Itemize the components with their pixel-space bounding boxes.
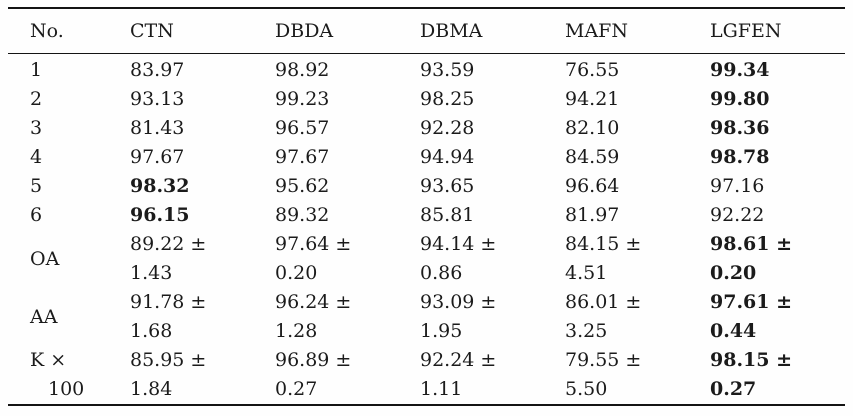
row-label: 2 xyxy=(30,88,43,110)
row-label: 5 xyxy=(30,175,43,197)
table-row xyxy=(8,201,845,230)
table-cell: 98.32 xyxy=(130,175,190,197)
table-cell: 93.65 xyxy=(420,175,475,197)
table-cell: 98.36 xyxy=(710,117,770,139)
row-label xyxy=(8,346,130,405)
table-cell: 97.67 xyxy=(275,146,330,168)
cell-mean: 98.15 ± xyxy=(710,349,793,371)
row-label: 6 xyxy=(30,204,43,226)
table-cell: 76.55 xyxy=(565,59,620,81)
table-cell: 81.97 xyxy=(565,204,620,226)
col-header-dbma: DBMA xyxy=(420,8,565,54)
cell-std: 1.84 xyxy=(130,378,173,400)
col-header-ctn: CTN xyxy=(130,8,275,54)
cell-mean: 89.22 ± xyxy=(130,233,207,255)
table-cell xyxy=(420,346,565,405)
cell-mean: 96.24 ± xyxy=(275,291,352,313)
col-header-dbda: DBDA xyxy=(275,8,420,54)
table-row-oa xyxy=(8,230,845,288)
col-header-lgfen: LGFEN xyxy=(710,8,845,54)
row-label-line1: K × xyxy=(30,349,67,371)
table-cell: 96.15 xyxy=(130,204,190,226)
table-cell: 92.28 xyxy=(420,117,475,139)
table-cell: 95.62 xyxy=(275,175,330,197)
table-cell: 92.22 xyxy=(710,204,765,226)
col-header-no: No. xyxy=(8,8,130,54)
header-row xyxy=(8,8,845,54)
cell-mean: 97.64 ± xyxy=(275,233,352,255)
cell-std: 4.51 xyxy=(565,262,608,284)
table-cell: 94.94 xyxy=(420,146,475,168)
table-cell: 99.23 xyxy=(275,88,330,110)
cell-mean: 96.89 ± xyxy=(275,349,352,371)
table-cell: 89.32 xyxy=(275,204,330,226)
cell-std: 1.68 xyxy=(130,320,173,342)
table-cell xyxy=(420,230,565,288)
cell-mean: 86.01 ± xyxy=(565,291,642,313)
table-row xyxy=(8,114,845,143)
table-cell: 96.57 xyxy=(275,117,330,139)
table-cell: 97.67 xyxy=(130,146,185,168)
cell-mean: 91.78 ± xyxy=(130,291,207,313)
table-cell xyxy=(420,288,565,346)
table-cell xyxy=(710,288,845,346)
cell-mean: 84.15 ± xyxy=(565,233,642,255)
table-row xyxy=(8,54,845,86)
row-label: OA xyxy=(30,247,60,270)
table-cell xyxy=(275,346,420,405)
table-cell: 97.16 xyxy=(710,175,765,197)
table-cell: 94.21 xyxy=(565,88,620,110)
table-row-aa xyxy=(8,288,845,346)
table-cell: 81.43 xyxy=(130,117,185,139)
row-label: 4 xyxy=(30,146,43,168)
cell-std: 5.50 xyxy=(565,378,608,400)
cell-mean: 94.14 ± xyxy=(420,233,497,255)
cell-std: 1.95 xyxy=(420,320,463,342)
cell-std: 0.44 xyxy=(710,320,757,342)
cell-std: 0.86 xyxy=(420,262,463,284)
table-cell xyxy=(710,346,845,405)
table-cell: 85.81 xyxy=(420,204,475,226)
cell-std: 3.25 xyxy=(565,320,608,342)
row-label: 1 xyxy=(30,59,43,81)
cell-std: 1.11 xyxy=(420,378,463,400)
table-cell: 83.97 xyxy=(130,59,185,81)
table-row xyxy=(8,143,845,172)
col-header-mafn: MAFN xyxy=(565,8,710,54)
table-cell: 98.92 xyxy=(275,59,330,81)
table-cell: 96.64 xyxy=(565,175,620,197)
cell-std: 0.27 xyxy=(710,378,757,400)
row-label-line2: 100 xyxy=(48,378,85,400)
table-cell: 98.78 xyxy=(710,146,770,168)
cell-std: 1.28 xyxy=(275,320,318,342)
table-cell xyxy=(565,230,710,288)
table-cell: 98.25 xyxy=(420,88,475,110)
table-cell xyxy=(275,230,420,288)
table-row xyxy=(8,172,845,201)
row-label: AA xyxy=(30,305,58,328)
table-cell: 99.34 xyxy=(710,59,770,81)
table-cell xyxy=(710,230,845,288)
table-cell xyxy=(565,288,710,346)
table-cell xyxy=(130,288,275,346)
table-cell: 93.13 xyxy=(130,88,185,110)
cell-mean: 93.09 ± xyxy=(420,291,497,313)
row-label: 3 xyxy=(30,117,43,139)
cell-mean: 85.95 ± xyxy=(130,349,207,371)
table-cell: 82.10 xyxy=(565,117,620,139)
cell-mean: 98.61 ± xyxy=(710,233,793,255)
table-row-kappa xyxy=(8,346,845,405)
table-cell: 84.59 xyxy=(565,146,620,168)
cell-std: 0.20 xyxy=(275,262,318,284)
cell-mean: 79.55 ± xyxy=(565,349,642,371)
table-row xyxy=(8,85,845,114)
cell-mean: 92.24 ± xyxy=(420,349,497,371)
table-cell xyxy=(565,346,710,405)
cell-std: 1.43 xyxy=(130,262,173,284)
table-cell xyxy=(130,346,275,405)
table-cell: 99.80 xyxy=(710,88,770,110)
table-cell: 93.59 xyxy=(420,59,475,81)
cell-std: 0.27 xyxy=(275,378,318,400)
results-table xyxy=(8,7,845,406)
cell-mean: 97.61 ± xyxy=(710,291,793,313)
table-cell xyxy=(130,230,275,288)
table-cell xyxy=(275,288,420,346)
cell-std: 0.20 xyxy=(710,262,757,284)
